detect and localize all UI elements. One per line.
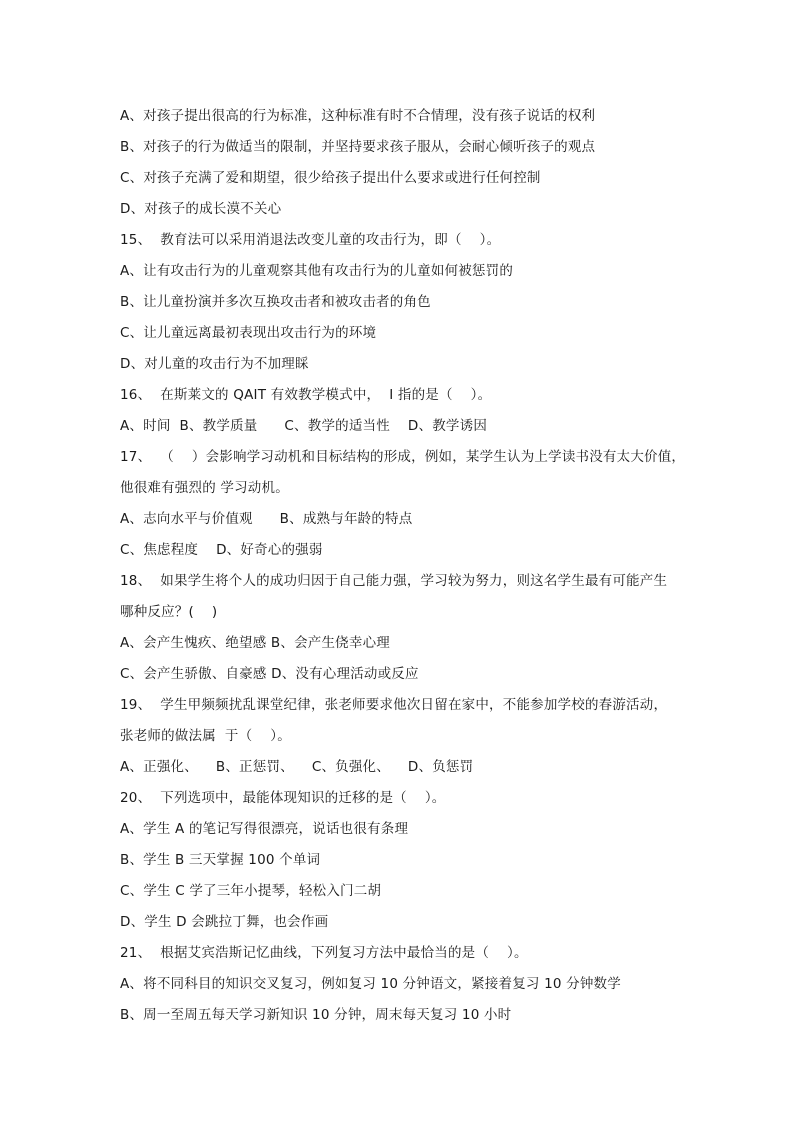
option-line: B、周一至周五每天学习新知识 10 分钟，周末每天复习 10 小时 [120,1007,512,1023]
option-line: C、会产生骄傲、自豪感 D、没有心理活动或反应 [120,666,419,682]
option-line: C、学生 C 学了三年小提琴，轻松入门二胡 [120,883,382,899]
option-line: B、学生 B 三天掌握 100 个单词 [120,852,321,868]
option-line: B、让儿童扮演并多次互换攻击者和被攻击者的角色 [120,294,431,310]
question-line: 17、 （ ）会影响学习动机和目标结构的形成，例如，某学生认为上学读书没有太大价值， [120,449,686,465]
option-line: A、让有攻击行为的儿童观察其他有攻击行为的儿童如何被惩罚的 [120,263,514,279]
question-line: 18、 如果学生将个人的成功归因于自己能力强，学习较为努力，则这名学生最有可能产生 [120,573,668,589]
option-line: C、让儿童远离最初表现出攻击行为的环境 [120,325,377,341]
question-line: 16、 在斯莱文的 QAIT 有效教学模式中， I 指的是（ ）。 [120,387,492,403]
option-line: D、对孩子的成长漠不关心 [120,201,282,217]
question-line: 他很难有强烈的 学习动机。 [120,480,289,496]
option-line: A、会产生愧疚、绝望感 B、会产生侥幸心理 [120,635,390,651]
option-line: A、对孩子提出很高的行为标准，这种标准有时不合情理，没有孩子说话的权利 [120,108,596,124]
option-line: A、志向水平与价值观 B、成熟与年龄的特点 [120,511,413,527]
option-line: A、学生 A 的笔记写得很漂亮，说话也很有条理 [120,821,409,837]
question-line: 15、 教育法可以采用消退法改变儿童的攻击行为，即（ ）。 [120,232,501,248]
question-line: 20、 下列选项中，最能体现知识的迁移的是（ ）。 [120,790,446,806]
option-line: A、将不同科目的知识交叉复习，例如复习 10 分钟语文，紧接着复习 10 分钟数学 [120,976,621,992]
question-line: 张老师的做法属 于（ ）。 [120,728,291,744]
option-line: C、对孩子充满了爱和期望，很少给孩子提出什么要求或进行任何控制 [120,170,541,186]
option-line: A、正强化、 B、正惩罚、 C、负强化、 D、负惩罚 [120,759,474,775]
option-line: C、焦虑程度 D、好奇心的强弱 [120,542,323,558]
option-line: A、时间 B、教学质量 C、教学的适当性 D、教学诱因 [120,418,488,434]
option-line: B、对孩子的行为做适当的限制，并坚持要求孩子服从，会耐心倾听孩子的观点 [120,139,596,155]
question-line: 21、 根据艾宾浩斯记忆曲线，下列复习方法中最恰当的是（ ）。 [120,945,528,961]
option-line: D、学生 D 会跳拉丁舞，也会作画 [120,914,329,930]
question-line: 19、 学生甲频频扰乱课堂纪律，张老师要求他次日留在家中，不能参加学校的春游活动， [120,697,668,713]
option-line: D、对儿童的攻击行为不加理睬 [120,356,309,372]
question-line: 哪种反应？( ) [120,604,218,620]
